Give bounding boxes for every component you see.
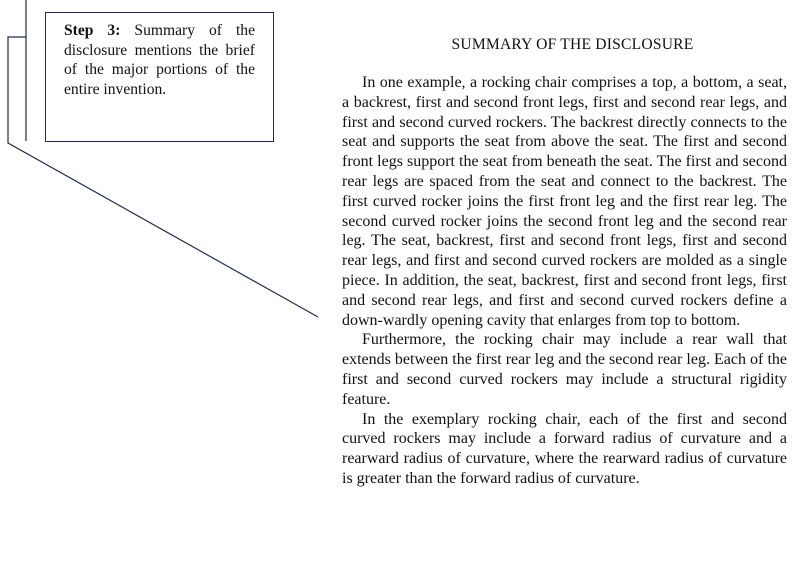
- section-title: SUMMARY OF THE DISCLOSURE: [451, 36, 694, 53]
- annotation-label: Step 3:: [64, 22, 121, 39]
- paragraph-1: In one example, a rocking chair comprises a top, a bottom, a seat, a backrest, first and second front legs, first and second rear legs, and first and second curved rockers. The backrest directly connects to the seat and supports the seat from above the seat. The first and second front legs support the seat from beneath the seat. The first and second rear legs are spaced from the seat and connect to the backrest. The first curved rocker joins the first front leg and the first rear leg. The second curved rocker joins the second front leg and the second rear leg. The seat, backrest, first and second front legs, first and second rear legs, and first and second curved rockers are molded as a single piece. In addition, the seat, backrest, first and second front legs, first and second rear legs, and first and second curved rockers define a down-wardly opening cavity that enlarges from top to bottom.: [342, 74, 787, 329]
- paragraph-3: In the exemplary rocking chair, each of the first and second curved rockers may include a forward radius of curvature and a rearward radius of curvature, where the rearward radius of curvature is greater than the forward radius of curvature.: [342, 410, 787, 487]
- step-annotation-box: [45, 12, 274, 142]
- document-excerpt: [342, 36, 787, 489]
- annotation-text: Summary of the disclosure mentions the brief of the major portions of the entire invention.: [64, 22, 255, 98]
- paragraph-2: Furthermore, the rocking chair may include a rear wall that extends between the first rear leg and the second rear leg. Each of the first and second curved rockers may include a structural rigidity feature.: [342, 331, 787, 408]
